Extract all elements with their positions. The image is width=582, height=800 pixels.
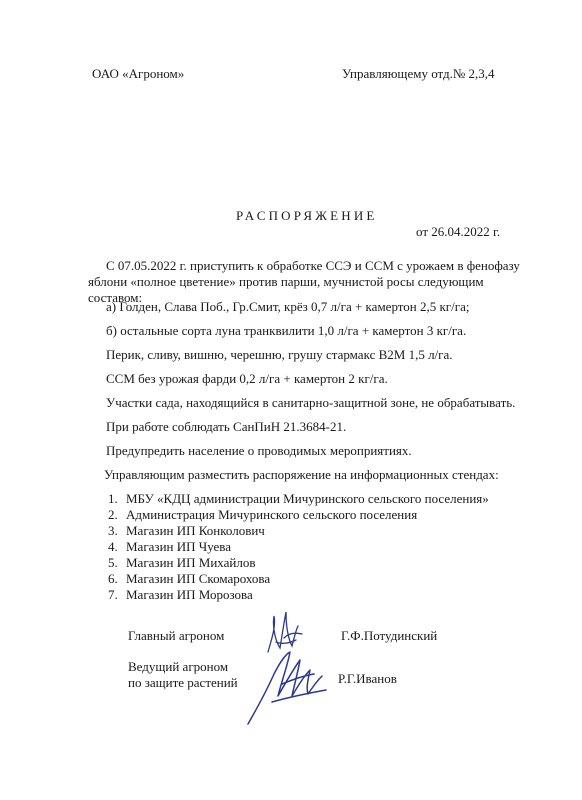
paragraph-warn-population: Предупредить население о проводимых мероприятиях. — [106, 443, 412, 458]
list-item-text: МБУ «КДЦ администрации Мичуринского сельского поселения» — [126, 491, 489, 506]
addressee: Управляющему отд.№ 2,3,4 — [342, 66, 495, 81]
list-item — [108, 571, 489, 587]
lead-agronomist-role: Ведущий агроном — [128, 659, 229, 674]
list-item-number: 3. — [108, 523, 118, 538]
list-item — [108, 555, 489, 571]
list-item-number: 2. — [108, 507, 118, 522]
list-item — [108, 587, 489, 603]
paragraph-variety-a: а) Голден, Слава Поб., Гр.Смит, крёз 0,7 л/га + камертон 2,5 кг/га; — [106, 299, 470, 314]
list-item-text: Магазин ИП Михайлов — [126, 555, 256, 570]
lead-agronomist-role-detail: по защите растений — [128, 675, 238, 690]
intro-paragraph: С 07.05.2022 г. приступить к обработке ССЭ и ССМ с урожаем в фенофазу яблони «полное цветение» против парши, мучнистой росы следующим составом: — [88, 258, 520, 305]
list-item — [108, 523, 489, 539]
list-item-number: 1. — [108, 491, 118, 506]
paragraph-sanpin: При работе соблюдать СанПиН 21.3684-21. — [106, 419, 347, 434]
lead-signature-icon — [242, 640, 342, 730]
paragraph-sanitary-zone: Участки сада, находящийся в санитарно-защитной зоне, не обрабатывать. — [106, 395, 516, 410]
organization-name: ОАО «Агроном» — [92, 66, 185, 81]
paragraph-info-stands: Управляющим разместить распоряжение на информационных стендах: — [104, 467, 499, 482]
list-item — [108, 507, 489, 523]
paragraph-ssm: ССМ без урожая фарди 0,2 л/га + камертон 2 кг/га. — [106, 371, 388, 386]
list-item — [108, 539, 489, 555]
chief-agronomist-name: Г.Ф.Потудинский — [341, 628, 438, 643]
lead-agronomist-name: Р.Г.Иванов — [338, 671, 397, 686]
list-item-text: Администрация Мичуринского сельского поселения — [126, 507, 418, 522]
list-item-number: 4. — [108, 539, 118, 554]
list-item-number: 5. — [108, 555, 118, 570]
info-stands-list — [108, 491, 489, 603]
document-title: РАСПОРЯЖЕНИЕ — [236, 208, 378, 223]
paragraph-variety-b: б) остальные сорта луна транквилити 1,0 л/га + камертон 3 кг/га. — [106, 323, 467, 338]
list-item-text: Магазин ИП Скомарохова — [126, 571, 271, 586]
document-date: от 26.04.2022 г. — [416, 224, 501, 239]
list-item-number: 7. — [108, 587, 118, 602]
list-item — [108, 491, 489, 507]
list-item-text: Магазин ИП Морозова — [126, 587, 253, 602]
paragraph-stone-fruit: Перик, сливу, вишню, черешню, грушу стармакс В2М 1,5 л/га. — [106, 347, 453, 362]
list-item-text: Магазин ИП Чуева — [126, 539, 232, 554]
list-item-number: 6. — [108, 571, 118, 586]
list-item-text: Магазин ИП Конколович — [126, 523, 265, 538]
chief-agronomist-role: Главный агроном — [128, 628, 225, 643]
